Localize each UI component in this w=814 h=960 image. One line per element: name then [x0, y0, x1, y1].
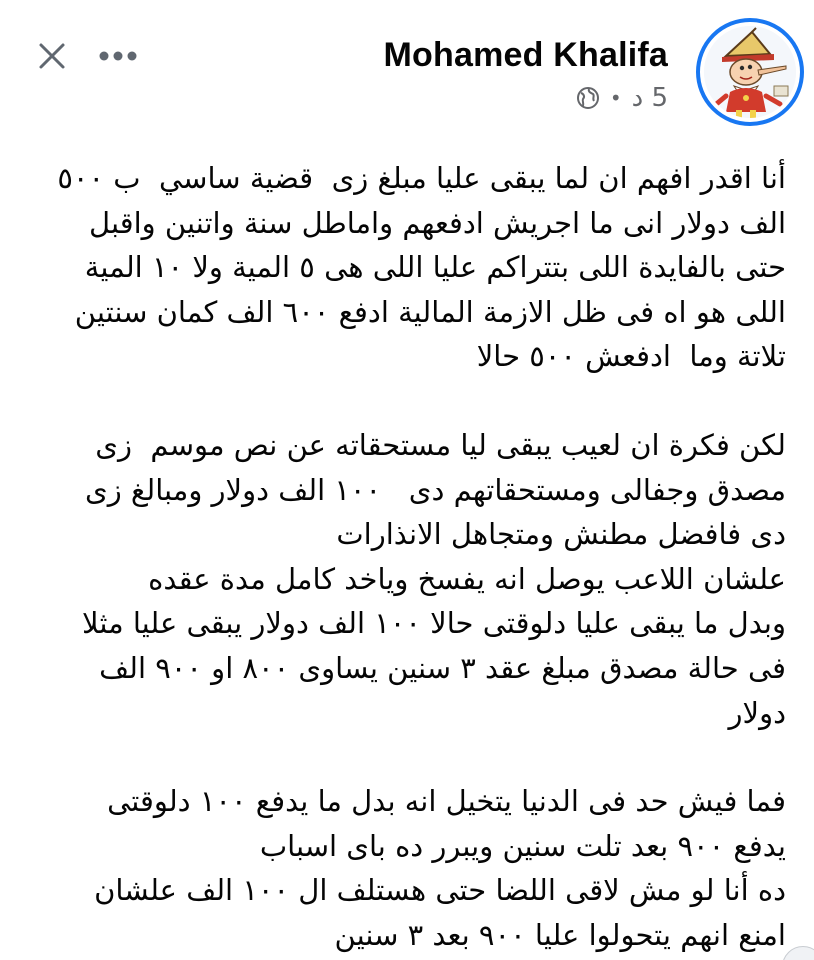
- more-horizontal-icon: [98, 50, 138, 62]
- post-header: [0, 0, 814, 140]
- post-paragraph: فما فيش حد فى الدنيا يتخيل انه بدل ما يدفع ١٠٠ دلوقتى يدفع ٩٠٠ بعد تلت سنين ويبرر ده باى اسباب ده أنا لو مش لاقى اللضا حتى هستلف ال ١٠٠ الف علشان امنع انهم يتحولوا عليا ٩٠٠ بعد ٣ سنين: [94, 784, 786, 952]
- partial-avatar-bottom: [782, 946, 814, 960]
- post-meta: [576, 82, 668, 114]
- post-paragraph: أنا اقدر افهم ان لما يبقى عليا مبلغ زى قضية ساسي ب ٥٠٠ الف دولار انى ما اجريش ادفعهم واماطل سنة واتنين واقبل حتى بالفايدة اللى بتتراكم عليا اللى هى ٥ المية ولا ١٠ المية اللى هو اه فى ظل الازمة المالية ادفع ٦٠٠ الف كمان سنتين تلاتة وما ادفعش ٥٠٠ حالا: [57, 161, 786, 374]
- post-text: [34, 156, 786, 958]
- author-name[interactable]: Mohamed Khalifa: [383, 36, 668, 74]
- close-button[interactable]: [34, 38, 70, 74]
- paragraph-gap: [34, 379, 786, 423]
- privacy-globe[interactable]: [576, 86, 600, 110]
- more-options-button[interactable]: [96, 38, 140, 74]
- pinocchio-avatar-icon: [704, 26, 796, 118]
- close-icon: [38, 42, 66, 70]
- avatar-image: [704, 26, 796, 118]
- post-time[interactable]: 5 د: [631, 83, 668, 113]
- post-paragraph: لكن فكرة ان لعيب يبقى ليا مستحقاته عن نص موسم زى مصدق وجفالى ومستحقاتهم دى ١٠٠ الف دولار ومبالغ زى دى فافضل مطنش ومتجاهل الانذارات علشان اللاعب يوصل انه يفسخ وياخد كامل مدة عقده وبدل ما يبقى عليا دلوقتى حالا ١٠٠ الف دولار يبقى عليا مثلا فى حالة مصدق مبلغ عقد ٣ سنين يساوى ٨٠٠ او ٩٠٠ الف دولار: [82, 427, 786, 730]
- paragraph-gap: [34, 735, 786, 779]
- globe-icon: [576, 86, 600, 110]
- avatar[interactable]: [696, 18, 804, 126]
- meta-separator: •: [609, 86, 622, 110]
